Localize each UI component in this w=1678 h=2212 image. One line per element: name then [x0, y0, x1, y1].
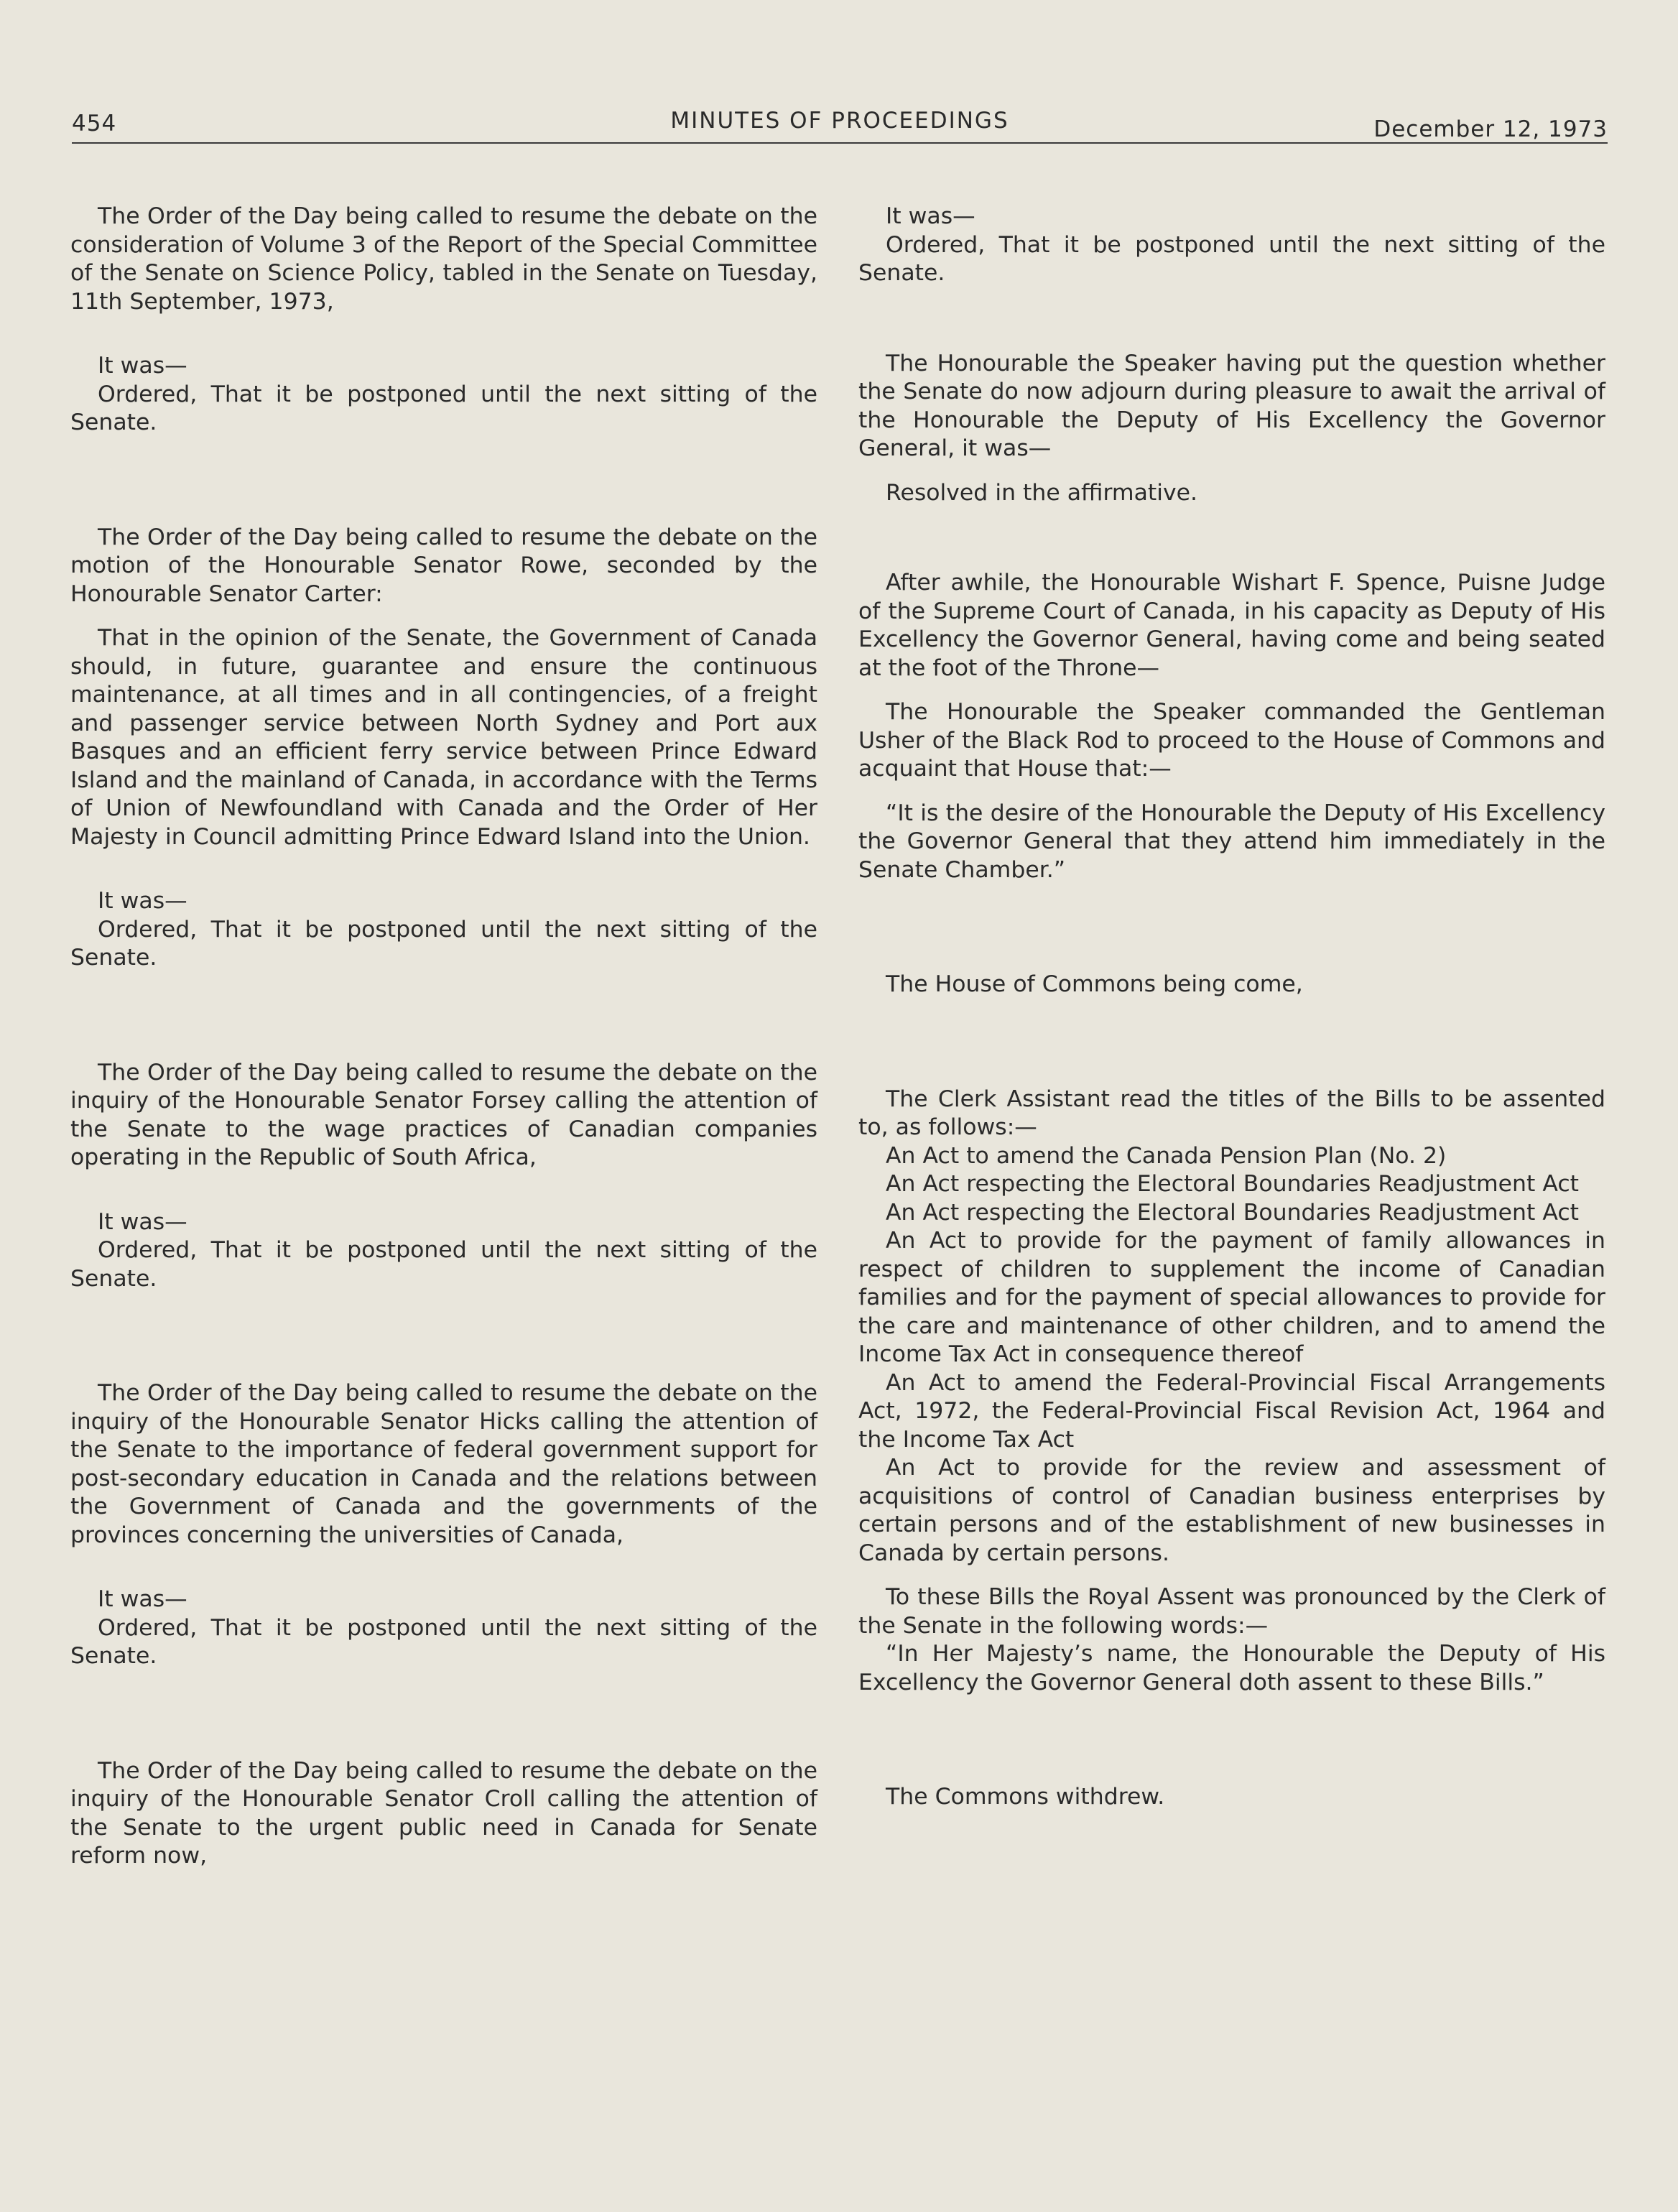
page-header — [72, 106, 1608, 144]
assent-quote-paragraph: “In Her Majesty’s name, the Honourable the Deputy of His Excellency the Governor General doth assent to these Bills.” — [858, 1641, 1605, 1695]
speaker-question-paragraph: The Honourable the Speaker having put the question whether the Senate do now adjourn during pleasure to await the arrival of the Honourable the Deputy of His Excellency the Governor General, it was— — [858, 350, 1605, 461]
it-was-line: It was— — [886, 203, 975, 229]
it-was-line: It was— — [98, 353, 187, 379]
motion-paragraph: That in the opinion of the Senate, the Government of Canada should, in future, guarantee and ensure the continuous maintenance, at all times and in all contingencies, of a freight and passenger service between North Sydney and Port aux Basques and an efficient ferry service between Prince Edward Island and the mainland of Canada, in accordance with the Terms of Union of Newfoundland with Canada and the Order of Her Majesty in Council admitting Prince Edward Island into the Union. — [70, 625, 817, 850]
commons-withdrew-paragraph: The Commons withdrew. — [886, 1784, 1165, 1810]
page-number: 454 — [72, 111, 117, 136]
order-paragraph: The Order of the Day being called to resume the debate on the inquiry of the Honourable Senator Croll calling the attention of the Senate to the urgent public need in Canada for Senate reform now, — [70, 1757, 817, 1869]
resolved-paragraph: Resolved in the affirmative. — [886, 479, 1198, 506]
bill-title: An Act to provide for the review and assessment of acquisitions of control of Canadian business enterprises by certain persons and of the establishment of new businesses in Canada by certain persons. — [858, 1455, 1605, 1566]
page-date: December 12, 1973 — [1373, 116, 1608, 142]
it-was-line: It was— — [98, 1208, 187, 1235]
bill-title: An Act respecting the Electoral Boundaries Readjustment Act — [886, 1171, 1580, 1197]
it-was-line: It was— — [98, 1586, 187, 1612]
it-was-line: It was— — [98, 888, 187, 914]
ordered-paragraph: Ordered, That it be postponed until the next sitting of the Senate. — [70, 1237, 817, 1292]
bill-title: An Act to amend the Federal-Provincial Fiscal Arrangements Act, 1972, the Federal-Provincial Fiscal Revision Act, 1964 and the Income Tax Act — [858, 1369, 1605, 1453]
page-title: MINUTES OF PROCEEDINGS — [670, 108, 1009, 134]
order-paragraph: The Order of the Day being called to resume the debate on the consideration of Volume 3 of the Report of the Special Committee of the Senate on Science Policy, tabled in the Senate on Tuesday, 11th September, 1973, — [70, 203, 817, 315]
ordered-paragraph: Ordered, That it be postponed until the next sitting of the Senate. — [70, 1614, 817, 1669]
commons-come-paragraph: The House of Commons being come, — [886, 971, 1303, 997]
ordered-paragraph: Ordered, That it be postponed until the next sitting of the Senate. — [70, 916, 817, 971]
ordered-paragraph: Ordered, That it be postponed until the next sitting of the Senate. — [858, 231, 1605, 286]
left-column — [70, 203, 817, 1871]
royal-assent-paragraph: To these Bills the Royal Assent was pronounced by the Clerk of the Senate in the following words:— — [858, 1584, 1605, 1639]
desire-quote-paragraph: “It is the desire of the Honourable the Deputy of His Excellency the Governor General that they attend him immediately in the Senate Chamber.” — [858, 800, 1605, 883]
clerk-read-paragraph: The Clerk Assistant read the titles of the Bills to be assented to, as follows:— — [858, 1086, 1605, 1140]
order-paragraph: The Order of the Day being called to resume the debate on the inquiry of the Honourable Senator Hicks calling the attention of the Senate to the importance of federal government support for post-secondary education in Canada and the relations between the Government of Canada and the governments of the provinces concerning the universities of Canada, — [70, 1380, 817, 1548]
bill-title: An Act respecting the Electoral Boundaries Readjustment Act — [886, 1199, 1580, 1226]
speaker-commanded-paragraph: The Honourable the Speaker commanded the Gentleman Usher of the Black Rod to proceed to the House of Commons and acquaint that House that:— — [858, 699, 1605, 782]
after-awhile-paragraph: After awhile, the Honourable Wishart F. Spence, Puisne Judge of the Supreme Court of Canada, in his capacity as Deputy of His Excellency the Governor General, having come and being seated at the foot of the Throne— — [858, 570, 1605, 681]
order-paragraph: The Order of the Day being called to resume the debate on the inquiry of the Honourable Senator Forsey calling the attention of the Senate to the wage practices of Canadian companies operating in the Republic of South Africa, — [70, 1059, 817, 1170]
ordered-paragraph: Ordered, That it be postponed until the next sitting of the Senate. — [70, 381, 817, 435]
order-paragraph: The Order of the Day being called to resume the debate on the motion of the Honourable Senator Rowe, seconded by the Honourable Senator Carter: — [70, 524, 817, 607]
bill-title: An Act to amend the Canada Pension Plan (No. 2) — [886, 1142, 1447, 1169]
right-column — [858, 203, 1605, 1812]
bill-title: An Act to provide for the payment of family allowances in respect of children to supplement the income of Canadian families and for the payment of special allowances to provide for the care and maintenance of other children, and to amend the Income Tax Act in consequence thereof — [858, 1228, 1605, 1367]
